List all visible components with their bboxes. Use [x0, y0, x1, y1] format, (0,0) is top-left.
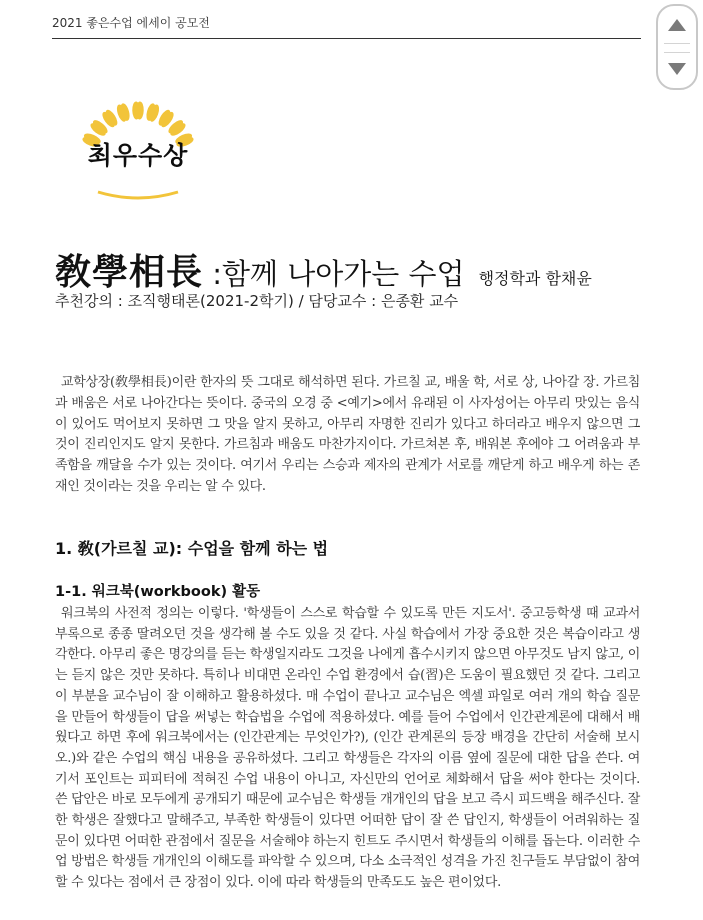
header-label: 2021 좋은수업 에세이 공모전 — [52, 16, 210, 30]
title-text: :함께 나아가는 수업 — [203, 257, 465, 291]
header-divider — [52, 38, 641, 39]
award-badge — [58, 100, 218, 205]
scroll-up-button[interactable] — [658, 6, 696, 44]
triangle-up-icon — [667, 18, 687, 32]
title-hanja: 敎學相長 — [55, 251, 204, 293]
intro-paragraph: 교학상장(敎學相長)이란 한자의 뜻 그대로 해석하면 된다. 가르칠 교, 배울 학, 서로 상, 나아갈 장. 가르침과 배움은 서로 나아간다는 뜻이다. 중국의 오경 중 <예기>에서 유래된 이 사자성어는 아무리 맛있는 음식이 있어도 먹어보지 못하면 그 맛을 알지 못하고, 아무리 자명한 진리가 있다고 하더라고 배우지 않으면 그것이 진리인지도 알지 못한다. 가르침과 배움도 마찬가지이다. 가르쳐본 후, 배워본 후에야 그 어려움과 부족함을 깨달을 수가 있는 것이다. 여기서 우리는 스승과 제자의 관계가 서로를 깨닫게 하고 배우게 하는 존재인 것이라는 것을 우리는 알 수 있다. — [55, 375, 640, 494]
body-paragraph: 워크북의 사전적 정의는 이렇다. '학생들이 스스로 학습할 수 있도록 만든 지도서'. 중고등학생 때 교과서 부록으로 종종 딸려오던 것을 생각해 볼 수도 있을 것 같다. 사실 학습에서 가장 중요한 것은 복습이라고 생각한다. 아무리 좋은 명강의를 듣는 학생일지라도 그것을 나에게 흡수시키지 않으면 아무것도 남지 않고, 이는 듣지 않은 것만 못하다. 특히나 비대면 온라인 수업 환경에서 습(習)은 도움이 필요했던 것 같다. 그리고 이 부분을 교수님이 잘 이해하고 활용하셨다. 매 수업이 끝나고 교수님은 엑셀 파일로 여러 개의 학습 질문을 만들어 학생들이 답을 써넣는 학습법을 수업에 적용하셨다. 예를 들어 수업에서 인간관계론에 대해서 배웠다고 하면 후에 워크북에서는 (인간관계는 무엇인가?), (인간 관계론의 등장 배경을 간단히 서술해 보시오.)와 같은 수업의 핵심 내용을 공유하셨다. 그리고 학생들은 각자의 이름 옆에 질문에 대한 답을 쓴다. 여기서 포인트는 피피터에 적혀진 수업 내용이 아니고, 자신만의 언어로 체화해서 답을 써야 한다는 것이다. 쓴 답안은 바로 모두에게 공개되기 때문에 교수님은 학생들 개개인의 답을 보고 즉시 피드백을 해주신다. 잘한 학생은 잘했다고 말해주고, 부족한 학생들이 있다면 어떠한 답이 잘 쓴 답인지, 학생들이 어려워하는 질문이 있다면 어떠한 관점에서 질문을 서술해야 하는지 힌트도 주시면서 학생들의 이해를 돕는다. 이러한 수업 방법은 학생들 개개인의 이해도를 파악할 수 있으며, 다소 소극적인 성격을 가진 친구들도 부담없이 참여할 수 있다는 점에서 큰 장점이 있다. 이에 따라 학생들의 만족도도 높은 편이었다. — [55, 606, 640, 891]
page-scroll-control[interactable] — [656, 4, 698, 90]
triangle-down-icon — [667, 62, 687, 76]
course-info: 추천강의 : 조직행태론(2021-2학기) / 담당교수 : 은종환 교수 — [55, 292, 459, 310]
subsection-heading: 1-1. 워크북(workbook) 활동 — [55, 584, 261, 600]
essay-title — [55, 244, 592, 295]
section-heading: 1. 敎(가르칠 교): 수업을 함께 하는 법 — [55, 539, 329, 558]
award-title: 최우수상 — [87, 141, 189, 170]
scroll-down-button[interactable] — [658, 50, 696, 88]
author-name: 행정학과 함채윤 — [478, 269, 592, 288]
